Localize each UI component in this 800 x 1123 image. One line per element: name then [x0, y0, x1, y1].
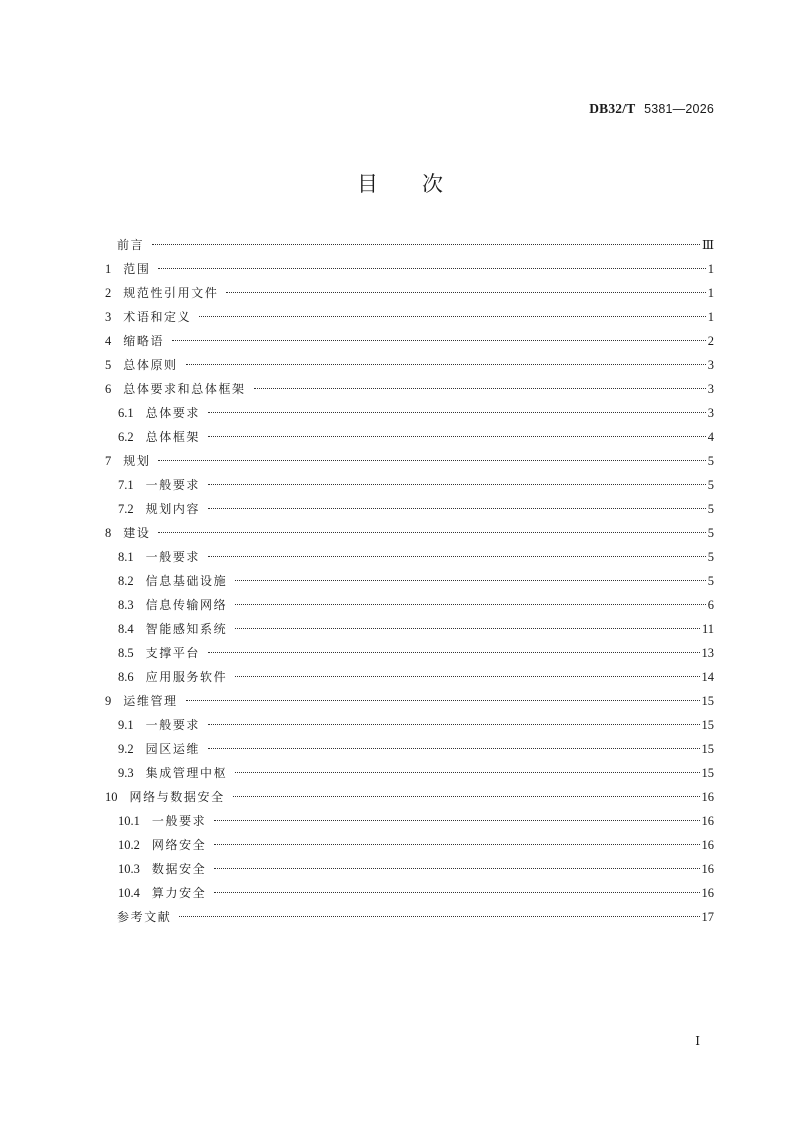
toc-dot-leader	[254, 388, 706, 389]
toc-entry-title: 总体要求	[145, 406, 201, 420]
document-code-number: 5381—2026	[644, 102, 714, 116]
page-number: Ⅰ	[695, 1034, 700, 1048]
toc-entry-page: 17	[701, 910, 714, 924]
toc-entry-number: 6.1	[118, 406, 134, 420]
toc-entry-page: 11	[701, 622, 714, 636]
toc-entry[interactable]	[105, 857, 714, 881]
toc-entry-number: 2	[105, 286, 112, 300]
document-code-prefix: DB	[589, 101, 609, 116]
toc-dot-leader	[158, 532, 705, 533]
toc-dot-leader	[158, 460, 705, 461]
toc-entry-number: 8.5	[118, 646, 134, 660]
toc-entry-number: 7	[105, 454, 112, 468]
toc-entry-number: 6	[105, 382, 112, 396]
toc-entry-page: 5	[707, 502, 714, 516]
toc-entry-number: 8	[105, 526, 112, 540]
toc-entry[interactable]	[105, 689, 714, 713]
toc-entry-title: 总体框架	[145, 430, 201, 444]
toc-entry-title: 总体要求和总体框架	[123, 382, 246, 396]
toc-entry-number: 9.2	[118, 742, 134, 756]
toc-entry-title: 支撑平台	[145, 646, 201, 660]
toc-entry[interactable]	[105, 329, 714, 353]
toc-entry-title: 数据安全	[151, 862, 207, 876]
toc-dot-leader	[233, 796, 700, 797]
toc-dot-leader	[208, 748, 699, 749]
toc-entry-title: 术语和定义	[123, 310, 192, 324]
toc-entry[interactable]	[105, 809, 714, 833]
toc-dot-leader	[214, 820, 699, 821]
toc-dot-leader	[199, 316, 705, 317]
toc-entry-title: 规划内容	[145, 502, 201, 516]
toc-dot-leader	[186, 364, 706, 365]
toc-entry-number: 1	[105, 262, 112, 276]
toc-entry[interactable]	[105, 905, 714, 929]
toc-entry[interactable]	[105, 281, 714, 305]
toc-entry-page: 3	[707, 382, 714, 396]
toc-entry[interactable]	[105, 761, 714, 785]
toc-dot-leader	[208, 556, 706, 557]
toc-entry-number: 3	[105, 310, 112, 324]
toc-dot-leader	[152, 244, 700, 245]
toc-entry-title: 参考文献	[117, 910, 172, 924]
toc-entry-title: 信息基础设施	[145, 574, 228, 588]
toc-entry-page: 5	[707, 454, 714, 468]
toc-entry-number: 10	[105, 790, 118, 804]
toc-entry[interactable]	[105, 833, 714, 857]
toc-dot-leader	[208, 652, 699, 653]
toc-entry[interactable]	[105, 473, 714, 497]
toc-dot-leader	[208, 412, 706, 413]
toc-entry-page: 16	[701, 790, 714, 804]
toc-dot-leader	[226, 292, 705, 293]
toc-entry-page: 16	[701, 814, 714, 828]
toc-entry-title: 运维管理	[123, 694, 178, 708]
toc-entry-page: 5	[707, 526, 714, 540]
toc-dot-leader	[214, 844, 699, 845]
toc-entry[interactable]	[105, 449, 714, 473]
toc-entry[interactable]	[105, 545, 714, 569]
toc-entry-title: 应用服务软件	[145, 670, 228, 684]
toc-entry[interactable]	[105, 737, 714, 761]
toc-entry[interactable]	[105, 377, 714, 401]
toc-dot-leader	[235, 772, 699, 773]
toc-entry-title: 前言	[117, 238, 145, 252]
toc-entry-number: 8.2	[118, 574, 134, 588]
toc-entry[interactable]	[105, 593, 714, 617]
toc-entry[interactable]	[105, 233, 714, 257]
toc-entry[interactable]	[105, 497, 714, 521]
toc-entry-title: 规范性引用文件	[123, 286, 219, 300]
toc-entry-number: 10.1	[118, 814, 140, 828]
toc-entry-page: 5	[707, 574, 714, 588]
toc-entry-title: 规划	[123, 454, 151, 468]
toc-entry-number: 10.4	[118, 886, 140, 900]
toc-entry-page: 1	[707, 286, 714, 300]
toc-dot-leader	[172, 340, 706, 341]
toc-entry-number: 7.1	[118, 478, 134, 492]
toc-entry-number: 9.3	[118, 766, 134, 780]
toc-dot-leader	[208, 484, 706, 485]
toc-entry-number: 5	[105, 358, 112, 372]
toc-entry-title: 一般要求	[151, 814, 207, 828]
toc-entry-number: 8.1	[118, 550, 134, 564]
toc-dot-leader	[179, 916, 699, 917]
toc-entry[interactable]	[105, 425, 714, 449]
toc-entry-title: 总体原则	[123, 358, 178, 372]
toc-entry-number: 8.4	[118, 622, 134, 636]
toc-entry-page: 4	[707, 430, 714, 444]
toc-entry[interactable]	[105, 785, 714, 809]
toc-entry-page: 5	[707, 550, 714, 564]
toc-entry-title: 算力安全	[151, 886, 207, 900]
toc-entry-page: 15	[701, 766, 714, 780]
toc-entry[interactable]	[105, 881, 714, 905]
toc-entry[interactable]	[105, 401, 714, 425]
toc-entry-title: 一般要求	[145, 718, 201, 732]
toc-dot-leader	[158, 268, 705, 269]
toc-entry-number: 4	[105, 334, 112, 348]
toc-entry[interactable]	[105, 257, 714, 281]
toc-entry-page: 6	[707, 598, 714, 612]
toc-dot-leader	[235, 580, 706, 581]
toc-entry-page: 15	[701, 742, 714, 756]
toc-entry-title: 范围	[123, 262, 151, 276]
toc-entry-page: 1	[707, 262, 714, 276]
table-of-contents	[105, 233, 714, 929]
toc-entry-number: 9	[105, 694, 112, 708]
document-code	[589, 101, 714, 117]
toc-dot-leader	[214, 892, 699, 893]
toc-entry-number: 7.2	[118, 502, 134, 516]
toc-entry-number: 10.3	[118, 862, 140, 876]
toc-entry[interactable]	[105, 353, 714, 377]
toc-entry[interactable]	[105, 569, 714, 593]
toc-entry[interactable]	[105, 521, 714, 545]
toc-entry-page: 2	[707, 334, 714, 348]
toc-entry-title: 集成管理中枢	[145, 766, 228, 780]
toc-entry-page: 16	[701, 886, 714, 900]
toc-entry-title: 网络安全	[151, 838, 207, 852]
toc-entry[interactable]	[105, 305, 714, 329]
toc-entry-title: 信息传输网络	[145, 598, 228, 612]
toc-dot-leader	[235, 676, 699, 677]
toc-entry-page: 5	[707, 478, 714, 492]
toc-dot-leader	[214, 868, 699, 869]
toc-entry-number: 6.2	[118, 430, 134, 444]
toc-dot-leader	[235, 628, 700, 629]
toc-entry-page: 3	[707, 406, 714, 420]
toc-entry-title: 一般要求	[145, 550, 201, 564]
toc-entry-title: 园区运维	[145, 742, 201, 756]
document-code-series: 32/T	[608, 101, 636, 116]
toc-entry-number: 9.1	[118, 718, 134, 732]
toc-entry-title: 缩略语	[123, 334, 165, 348]
toc-entry-number: 8.6	[118, 670, 134, 684]
toc-dot-leader	[208, 508, 706, 509]
toc-dot-leader	[208, 436, 706, 437]
toc-dot-leader	[186, 700, 700, 701]
toc-entry[interactable]	[105, 641, 714, 665]
toc-entry-page: 16	[701, 862, 714, 876]
toc-title: 目次	[357, 172, 487, 196]
toc-entry-page: 15	[701, 718, 714, 732]
toc-entry-page: 15	[701, 694, 714, 708]
toc-dot-leader	[208, 724, 699, 725]
toc-entry-page: 13	[701, 646, 714, 660]
toc-entry[interactable]	[105, 617, 714, 641]
toc-entry-page: Ⅲ	[701, 238, 714, 252]
toc-entry-title: 网络与数据安全	[129, 790, 225, 804]
toc-entry-page: 14	[701, 670, 714, 684]
toc-entry-number: 10.2	[118, 838, 140, 852]
toc-entry-page: 16	[701, 838, 714, 852]
toc-dot-leader	[235, 604, 706, 605]
toc-entry[interactable]	[105, 665, 714, 689]
toc-entry-title: 一般要求	[145, 478, 201, 492]
toc-entry-page: 3	[707, 358, 714, 372]
toc-entry-title: 智能感知系统	[145, 622, 228, 636]
toc-entry-number: 8.3	[118, 598, 134, 612]
toc-entry-page: 1	[707, 310, 714, 324]
toc-entry-title: 建设	[123, 526, 151, 540]
toc-entry[interactable]	[105, 713, 714, 737]
